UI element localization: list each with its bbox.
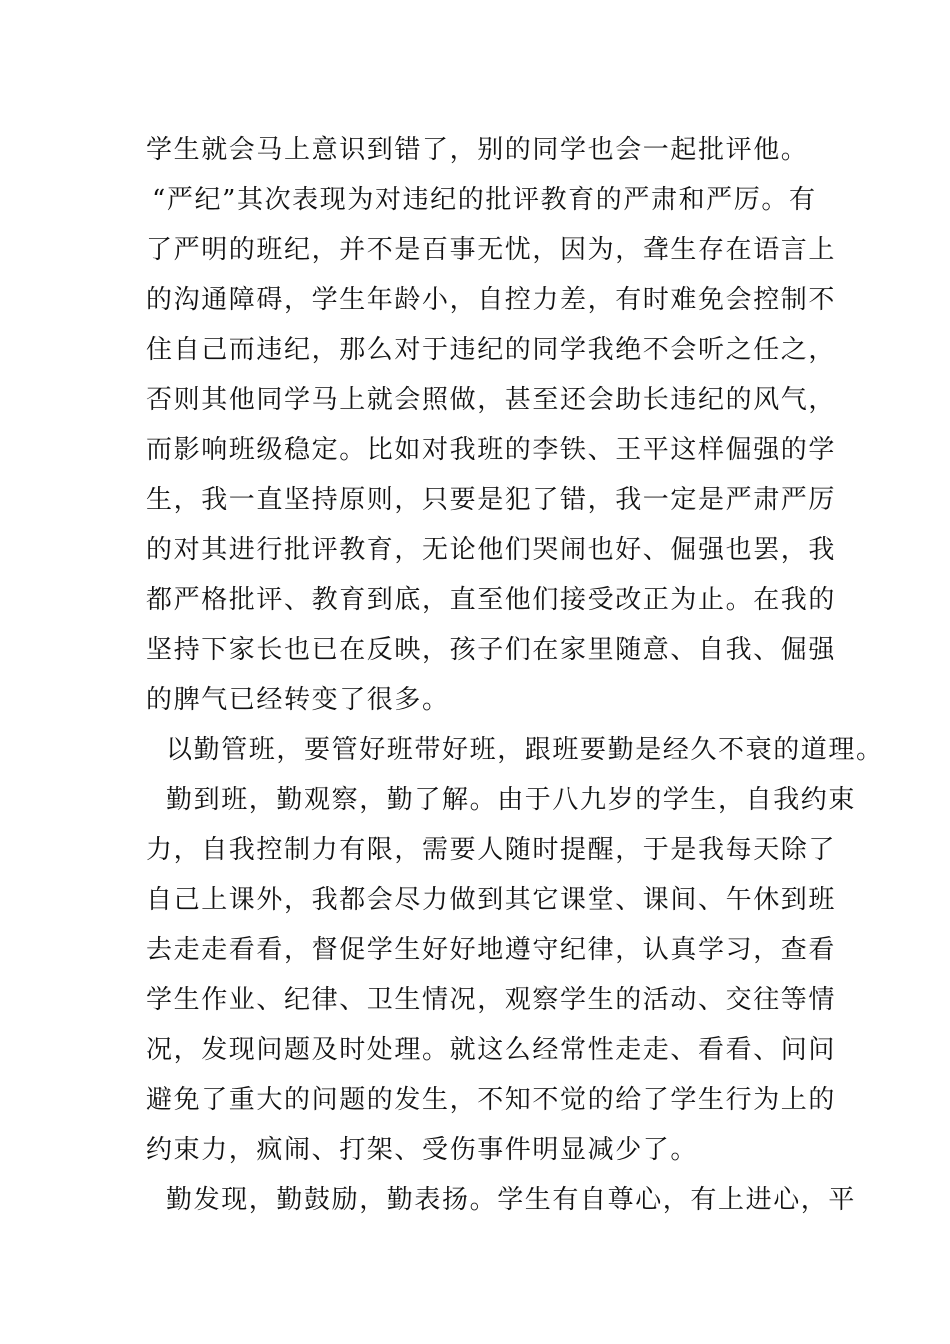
paragraph-first-line: 勤到班，勤观察，勤了解。由于八九岁的学生，自我约束	[166, 785, 857, 815]
text-line: 生，我一直坚持原则，只要是犯了错，我一定是严肃严厉	[146, 485, 837, 515]
text-line: 的对其进行批评教育，无论他们哭闹也好、倔强也罢，我	[146, 535, 837, 565]
text-line: 学生作业、纪律、卫生情况，观察学生的活动、交往等情	[146, 985, 837, 1015]
text-line: 住自己而违纪，那么对于违纪的同学我绝不会听之任之，	[146, 335, 837, 365]
text-line: 约束力，疯闹、打架、受伤事件明显减少了。	[146, 1135, 699, 1165]
text-line: 去走走看看，督促学生好好地遵守纪律，认真学习，查看	[146, 935, 837, 965]
text-line: 力，自我控制力有限，需要人随时提醒，于是我每天除了	[146, 835, 837, 865]
text-line: 坚持下家长也已在反映，孩子们在家里随意、自我、倔强	[146, 635, 837, 665]
text-line: “严纪”其次表现为对违纪的批评教育的严肃和严厉。有	[152, 185, 817, 215]
paragraph-first-line: 勤发现，勤鼓励，勤表扬。学生有自尊心，有上进心，平	[166, 1185, 857, 1215]
text-line: 而影响班级稳定。比如对我班的李铁、王平这样倔强的学	[146, 435, 837, 465]
text-line: 况，发现问题及时处理。就这么经常性走走、看看、问问	[146, 1035, 837, 1065]
text-line: 学生就会马上意识到错了，别的同学也会一起批评他。	[146, 135, 809, 165]
text-line: 的沟通障碍，学生年龄小，自控力差，有时难免会控制不	[146, 285, 837, 315]
text-line: 了严明的班纪，并不是百事无忧，因为，聋生存在语言上	[146, 235, 837, 265]
paragraph-first-line: 以勤管班，要管好班带好班，跟班要勤是经久不衰的道理。	[166, 735, 884, 765]
text-line: 自己上课外，我都会尽力做到其它课堂、课间、午休到班	[146, 885, 837, 915]
text-line: 否则其他同学马上就会照做，甚至还会助长违纪的风气，	[146, 385, 837, 415]
text-line: 都严格批评、教育到底，直至他们接受改正为止。在我的	[146, 585, 837, 615]
text-line: 避免了重大的问题的发生，不知不觉的给了学生行为上的	[146, 1085, 837, 1115]
text-line: 的脾气已经转变了很多。	[146, 685, 450, 715]
